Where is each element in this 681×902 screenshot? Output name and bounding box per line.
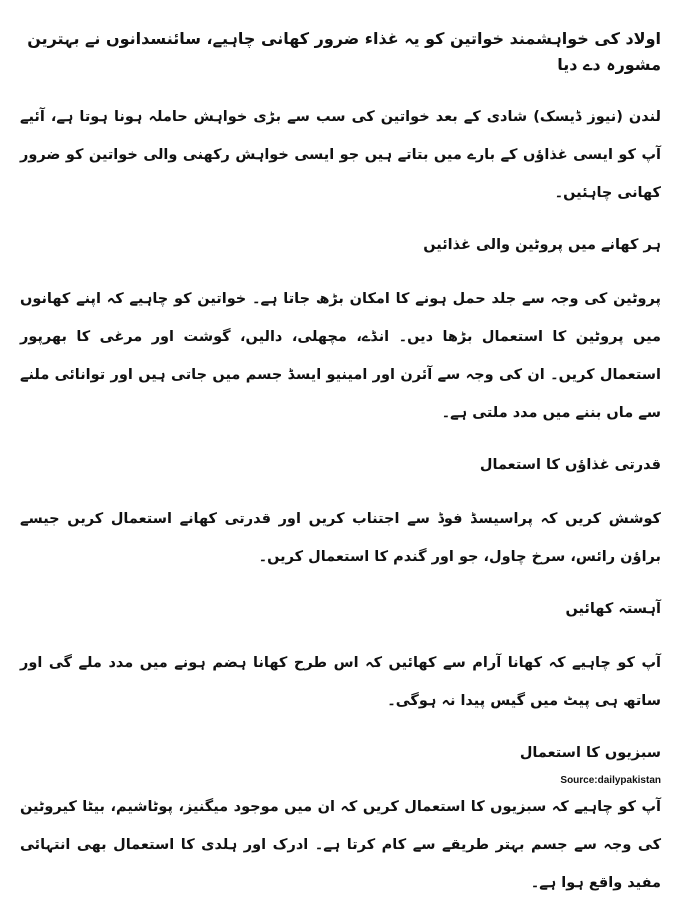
section-body-vegetables: آپ کو چاہیے کہ سبزیوں کا استعمال کریں کہ ان میں موجود میگنیز، پوٹاشیم، بیٹا کیروٹین کی وجہ سے جسم بہتر طریقے سے کام کرتا ہے۔ ادرک اور ہلدی کا استعمال بھی انتہائی مفید واقع ہوا ہے۔ <box>20 799 661 891</box>
section-heading-vegetables: سبزیوں کا استعمال <box>519 745 661 761</box>
section-body-eat-slowly: آپ کو چاہیے کہ کھانا آرام سے کھائیں کہ اس طرح کھانا ہضم ہونے میں مدد ملے گی اور ساتھ ہی پیٹ میں گیس پیدا نہ ہوگی۔ <box>20 655 661 709</box>
source-credit: Source:dailypakistan <box>560 775 661 786</box>
section-body-protein: پروٹین کی وجہ سے جلد حمل ہونے کا امکان بڑھ جاتا ہے۔ خواتین کو چاہیے کہ اپنے کھانوں میں پروٹین کا استعمال بڑھا دیں۔ انڈے، مچھلی، دالیں، گوشت اور مرغی کا بھرپور استعمال کریں۔ ان کی وجہ سے آئرن اور امینیو ایسڈ جسم میں جاتی ہیں اور توانائی ملنے سے ماں بننے میں مدد ملتی ہے۔ <box>20 291 661 421</box>
article-title: اولاد کی خواہشمند خواتین کو یہ غذاء ضرور کھانی چاہیے، سائنسدانوں نے بہترین مشورہ دے دیا <box>27 29 661 74</box>
section-body-natural-foods: کوشش کریں کہ پراسیسڈ فوڈ سے اجتناب کریں اور قدرتی کھانے استعمال کریں جیسے براؤن رائس، سرخ چاول، جو اور گندم کا استعمال کریں۔ <box>20 511 661 565</box>
section-heading-natural-foods: قدرتی غذاؤں کا استعمال <box>479 457 661 473</box>
section-heading-eat-slowly: آہستہ کھائیں <box>565 601 661 617</box>
section-heading-protein: ہر کھانے میں پروٹین والی غذائیں <box>423 237 661 253</box>
intro-paragraph: لندن (نیوز ڈیسک) شادی کے بعد خواتین کی سب سے بڑی خواہش حاملہ ہونا ہوتا ہے، آئیے آپ کو ایسی غذاؤں کے بارے میں بتاتے ہیں جو ایسی خواہش رکھنی والی خواتین کو ضرور کھانی چاہئیں۔ <box>20 109 661 201</box>
